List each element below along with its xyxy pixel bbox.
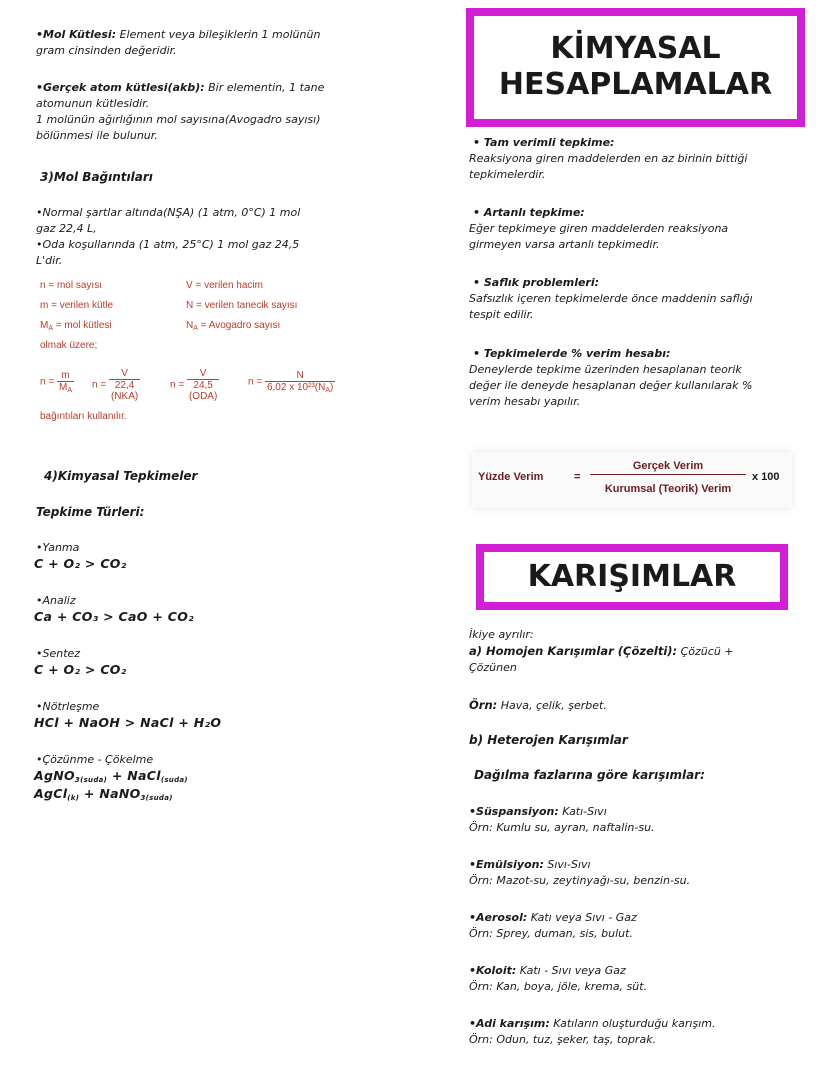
- verim-title: • Tepkimelerde % verim hesabı:: [473, 347, 671, 360]
- verim-line3: verim hesabı yapılır.: [469, 395, 581, 408]
- gercek-atom-definition: [36, 80, 376, 144]
- def-ma: $M_A$ = mol kütlesi: [40, 320, 112, 332]
- verim-line1: Deneylerde tepkime üzerinden hesaplanan teorik: [469, 363, 742, 376]
- karisimlar-title: KARIŞIMLAR: [527, 559, 737, 594]
- def-olmak: olmak üzere;: [40, 340, 98, 351]
- cozunme-equation-2: AgCl$_{(k)}$ + NaNO$_{3(suda)}$: [34, 786, 173, 802]
- yuzde-verim-label: Yüzde Verim: [478, 471, 544, 483]
- cozunme-label: •Çözünme - Çökelme: [36, 753, 154, 766]
- tam-verimli-section: [469, 135, 814, 183]
- box1-title-line2: HESAPLAMALAR: [498, 67, 773, 102]
- list-item: •Koloit: Katı - Sıvı veya Gaz Örn: Kan, boya, jöle, krema, süt.: [469, 964, 648, 993]
- tam-verimli-line2: tepkimelerdir.: [469, 168, 546, 181]
- formula-kullanilir: bağıntıları kullanılır.: [40, 411, 127, 422]
- yuzde-verim-denominator: Kurumsal (Teorik) Verim: [604, 483, 732, 495]
- oda-line2: L'dir.: [36, 254, 63, 267]
- list-item: •Aerosol: Katı veya Sıvı - Gaz Örn: Sprey, duman, sis, bulut.: [469, 911, 637, 940]
- def-na: $N_A$ = Avogadro sayısı: [186, 320, 281, 332]
- sentez-label: •Sentez: [36, 647, 81, 660]
- analiz-label: •Analiz: [36, 594, 76, 607]
- list-item: •Adi karışım: Katıların oluşturduğu karışım. Örn: Odun, tuz, şeker, taş, toprak.: [469, 1017, 716, 1046]
- notrlesme-label: •Nötrleşme: [36, 700, 100, 713]
- formula-avogadro: n = $\frac{N}{6,02 x 10^{23}(N_A)}$: [248, 370, 334, 394]
- def-m: m = verilen kütle: [40, 300, 114, 311]
- notrlesme-equation: HCl + NaOH > NaCl + H₂O: [34, 715, 222, 730]
- verim-line2: değer ile deneyde hesaplanan değer kullanılarak %: [469, 379, 753, 392]
- homojen-text: Çözücü +: [677, 645, 734, 658]
- yanma-equation: C + O₂ > CO₂: [34, 556, 127, 571]
- list-item: •Emülsiyon: Sıvı-Sıvı Örn: Mazot-su, zeytinyağı-su, benzin-su.: [469, 858, 691, 887]
- artanli-section: [469, 205, 814, 253]
- mol-kutlesi-text: Element veya bileşiklerin 1 molünün: [116, 28, 321, 41]
- verim-section: [469, 346, 814, 410]
- def-N: N = verilen tanecik sayısı: [186, 300, 298, 311]
- saflik-section: [469, 275, 814, 323]
- yuzde-verim-numerator: Gerçek Verim: [590, 460, 746, 475]
- artanli-title: • Artanlı tepkime:: [473, 206, 585, 219]
- saflik-title: • Saflık problemleri:: [473, 276, 600, 289]
- ikiye-ayrilir: İkiye ayrılır:: [469, 628, 534, 641]
- saflik-line1: Safsızlık içeren tepkimelerde önce maddenin saflığı: [469, 292, 753, 305]
- mol-baglantilari-title: 3)Mol Bağıntıları: [40, 170, 153, 184]
- tepkime-turleri-title: Tepkime Türleri:: [36, 505, 145, 519]
- box1-title-line1: KİMYASAL: [550, 31, 721, 66]
- heterojen-title: b) Heterojen Karışımlar: [469, 733, 628, 747]
- kimyasal-tepkimeler-title: 4)Kimyasal Tepkimeler: [44, 469, 198, 483]
- gercek-atom-text4: bölünmesi ile bulunur.: [36, 129, 158, 142]
- saflik-line2: tespit edilir.: [469, 308, 534, 321]
- list-item: •Süspansiyon: Katı-Sıvı Örn: Kumlu su, ayran, naftalin-su.: [469, 805, 655, 834]
- dagilma-title: Dağılma fazlarına göre karışımlar:: [474, 768, 705, 782]
- def-v: V = verilen hacim: [186, 280, 263, 291]
- kimyasal-hesaplamalar-box: [466, 8, 805, 127]
- yanma-label: •Yanma: [36, 541, 80, 554]
- formula-nka: n = V 22,4 (NKA): [92, 368, 139, 402]
- yuzde-verim-formula: [472, 452, 792, 508]
- homojen-text2: Çözünen: [469, 661, 517, 674]
- analiz-equation: Ca + CO₃ > CaO + CO₂: [34, 609, 194, 624]
- formula-m: n = $\frac{m}{M_A}$: [40, 370, 72, 394]
- gercek-atom-text: Bir elementin, 1 tane: [204, 81, 325, 94]
- cozunme-equation-1: AgNO$_{3(suda)}$ + NaCl$_{(suda)}$: [34, 768, 188, 784]
- artanli-line2: girmeyen varsa artanlı tepkimedir.: [469, 238, 660, 251]
- homojen-term: a) Homojen Karışımlar (Çözelti):: [469, 644, 678, 658]
- oda-line1: •Oda koşullarında (1 atm, 25°C) 1 mol gaz 24,5: [36, 238, 300, 251]
- artanli-line1: Eğer tepkimeye giren maddelerden reaksiyona: [469, 222, 729, 235]
- formula-oda: n = V 24,5 (ODA): [170, 368, 218, 402]
- mol-kutlesi-term: •Mol Kütlesi:: [36, 28, 117, 41]
- gercek-atom-text3: 1 molünün ağırlığının mol sayısına(Avogadro sayısı): [36, 113, 321, 126]
- mol-kutlesi-definition: [36, 27, 366, 59]
- yuzde-verim-equals: =: [574, 471, 581, 483]
- yuzde-verim-multiplier: x 100: [752, 471, 780, 483]
- mol-kutlesi-text2: gram cinsinden değeridir.: [36, 44, 177, 57]
- sentez-equation: C + O₂ > CO₂: [34, 662, 127, 677]
- nsa-line2: gaz 22,4 L,: [36, 222, 97, 235]
- gercek-atom-text2: atomunun kütlesidir.: [36, 97, 150, 110]
- tam-verimli-title: • Tam verimli tepkime:: [473, 136, 615, 149]
- kosullar-text: [36, 205, 376, 269]
- def-n: n = mol sayısı: [40, 280, 102, 291]
- nsa-line1: •Normal şartlar altında(NŞA) (1 atm, 0°C) 1 mol: [36, 206, 301, 219]
- ornek-term: Örn:: [469, 698, 498, 712]
- karisimlar-box: [476, 544, 788, 610]
- homojen-section: [469, 643, 814, 676]
- ornek-homojen: [469, 697, 607, 714]
- ornek-text: Hava, çelik, şerbet.: [497, 699, 607, 712]
- gercek-atom-term: •Gerçek atom kütlesi(akb):: [36, 81, 205, 94]
- tam-verimli-line1: Reaksiyona giren maddelerden en az birinin bittiği: [469, 152, 748, 165]
